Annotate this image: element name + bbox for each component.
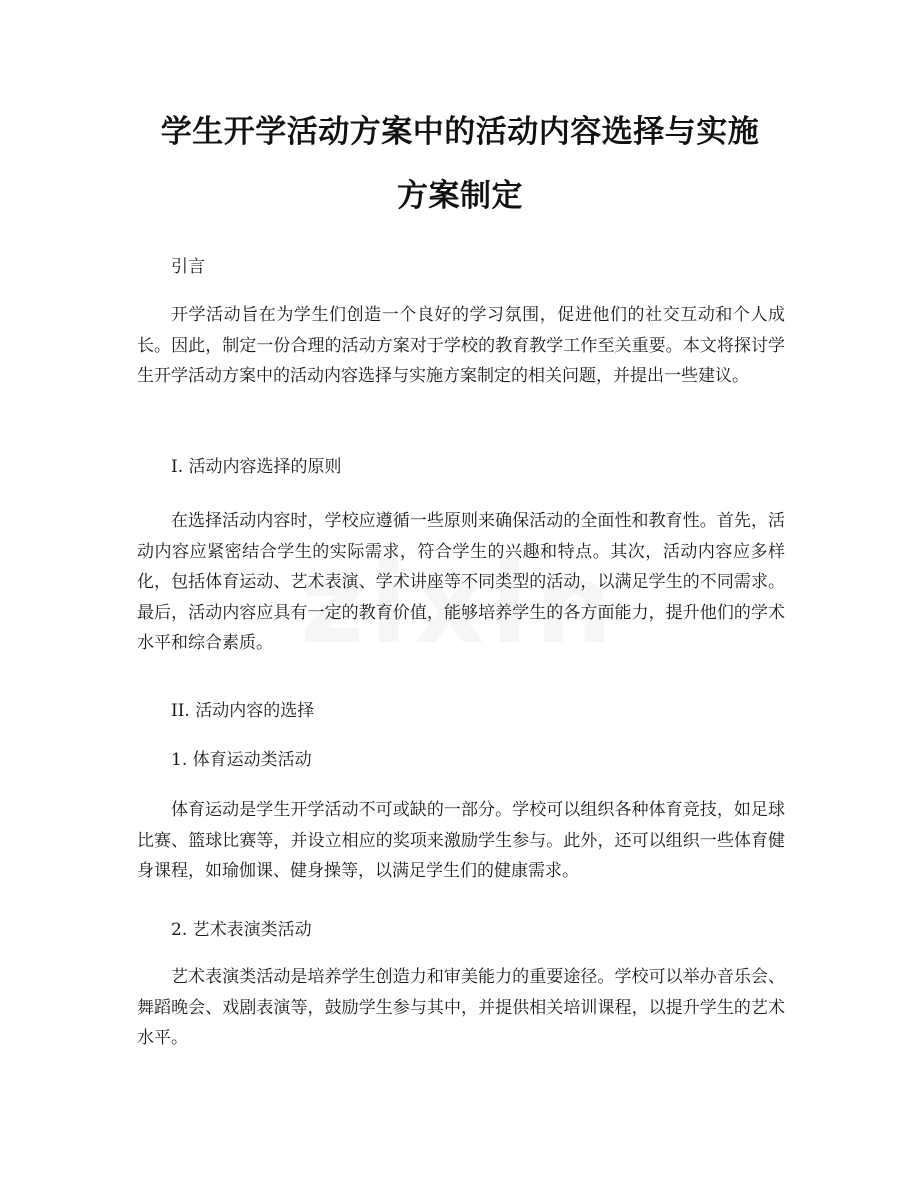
subsection-1-heading: 1. 体育运动类活动 (171, 750, 312, 770)
subsection-2-heading: 2. 艺术表演类活动 (171, 920, 312, 940)
subsection-2-paragraph: 艺术表演类活动是培养学生创造力和审美能力的重要途径。学校可以举办音乐会、舞蹈晚会、戏剧表演等，鼓励学生参与其中，并提供相关培训课程，以提升学生的艺术水平。 (137, 967, 785, 1048)
intro-heading: 引言 (171, 257, 205, 277)
title-line-1: 学生开学活动方案中的活动内容选择与实施 (160, 114, 760, 150)
document-title (130, 100, 790, 228)
intro-paragraph: 开学活动旨在为学生们创造一个良好的学习氛围，促进他们的社交互动和个人成长。因此，制定一份合理的活动方案对于学校的教育教学工作至关重要。本文将探讨学生开学活动方案中的活动内容选择与实施方案制定的相关问题，并提出一些建议。 (137, 305, 785, 386)
title-line-2: 方案制定 (397, 178, 523, 214)
section-1-paragraph: 在选择活动内容时，学校应遵循一些原则来确保活动的全面性和教育性。首先，活动内容应紧密结合学生的实际需求，符合学生的兴趣和特点。其次，活动内容应多样化，包括体育运动、艺术表演、学术讲座等不同类型的活动，以满足学生的不同需求。最后，活动内容应具有一定的教育价值，能够培养学生的各方面能力，提升他们的学术水平和综合素质。 (137, 511, 785, 653)
section-2-heading: II. 活动内容的选择 (171, 701, 315, 721)
subsection-1-paragraph: 体育运动是学生开学活动不可或缺的一部分。学校可以组织各种体育竞技，如足球比赛、篮球比赛等，并设立相应的奖项来激励学生参与。此外，还可以组织一些体育健身课程，如瑜伽课、健身操等，以满足学生们的健康需求。 (137, 800, 785, 881)
section-1-heading: I. 活动内容选择的原则 (171, 457, 342, 477)
